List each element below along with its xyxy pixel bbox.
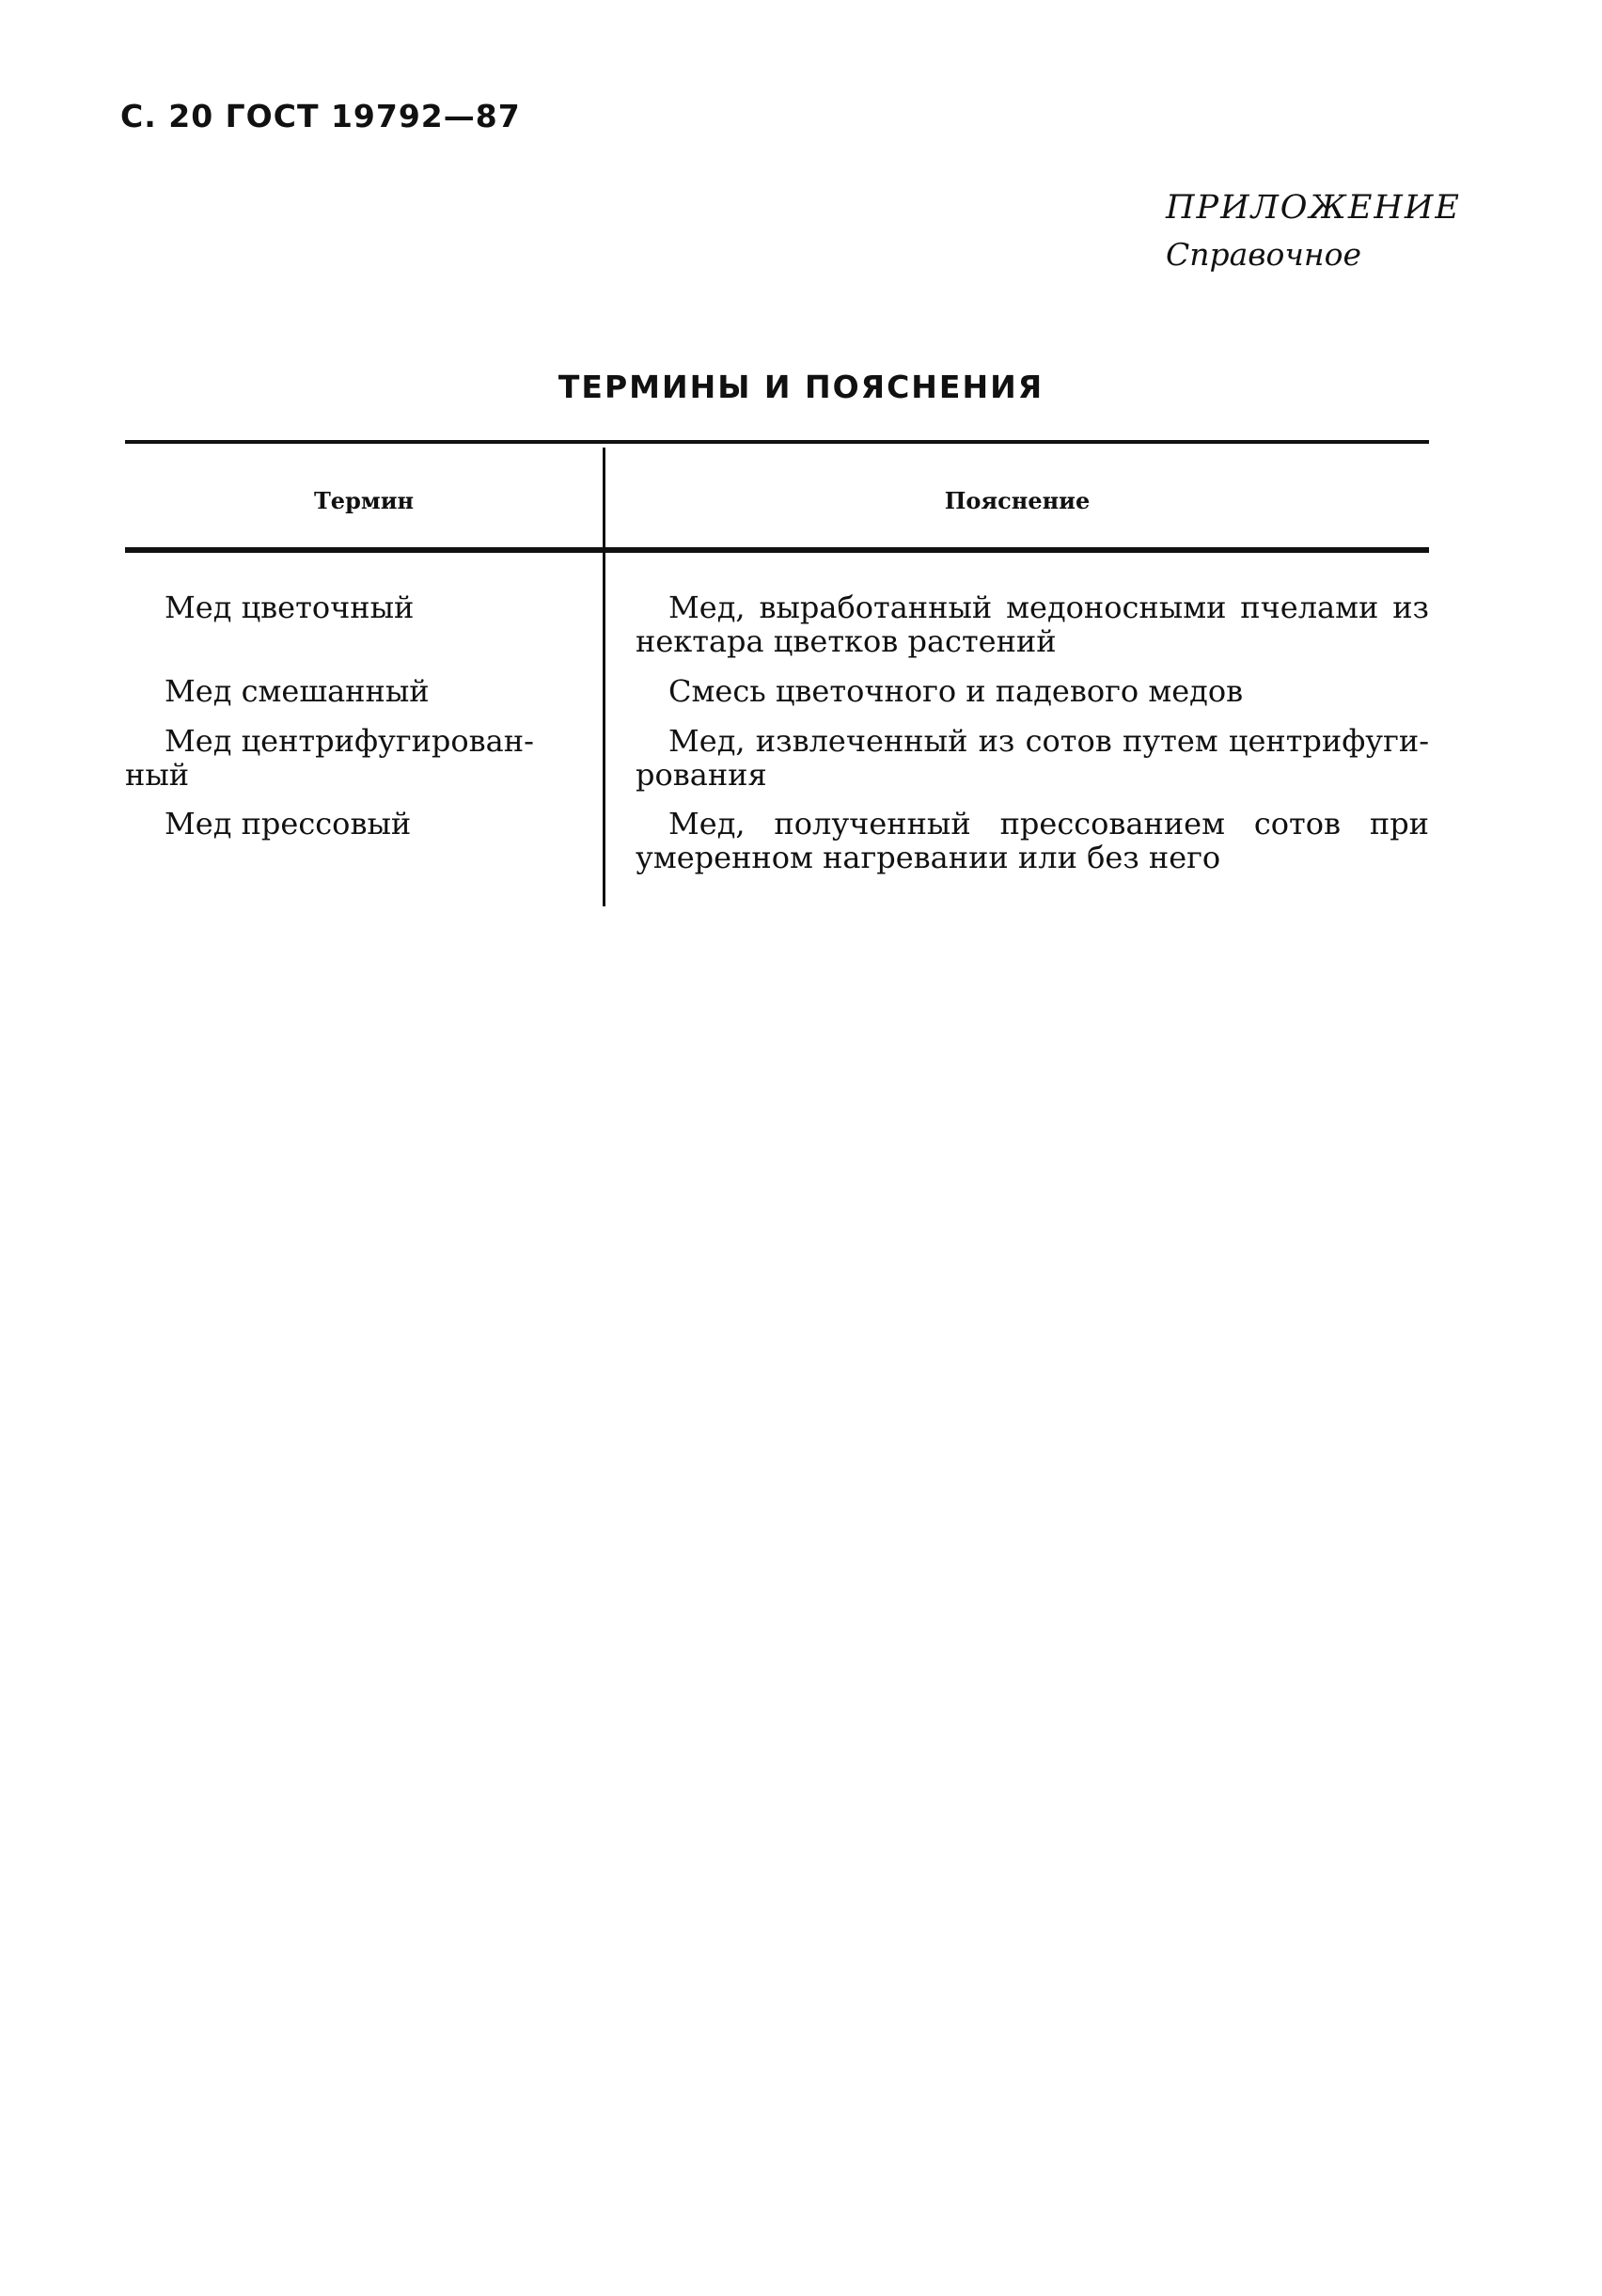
table-header-rule <box>125 547 1429 553</box>
column-header-term: Термин <box>313 487 415 514</box>
section-title: ТЕРМИНЫ И ПОЯСНЕНИЯ <box>558 369 1044 405</box>
explanation-line: Смесь цветочного и падевого медов <box>668 673 1244 709</box>
appendix-subtitle: Справочное <box>1166 236 1362 273</box>
term-text: Мед смешанный <box>165 673 430 709</box>
term-text: Мед цветочный <box>165 590 415 625</box>
explanation-cell <box>636 590 1429 658</box>
appendix-title: ПРИЛОЖЕНИЕ <box>1166 189 1461 227</box>
term-cell <box>125 723 578 793</box>
column-divider <box>603 448 605 906</box>
appendix-label <box>1166 184 1461 278</box>
table-top-rule <box>125 440 1429 444</box>
explanation-line: нектара цветков растений <box>636 623 1057 659</box>
explanation-line: рования <box>636 757 767 793</box>
term-text-continuation: ный <box>125 757 190 793</box>
page-header: С. 20 ГОСТ 19792—87 <box>120 98 521 134</box>
explanation-cell <box>636 724 1429 792</box>
term-text: Мед прессовый <box>165 806 412 841</box>
column-header-explanation: Пояснение <box>944 487 1091 514</box>
term-cell <box>165 674 578 708</box>
term-text: Мед центрифугирован- <box>165 723 534 759</box>
term-cell <box>165 807 578 841</box>
explanation-line: Мед, выработанный медоносными пчелами из <box>668 590 1429 625</box>
explanation-line: Мед, извлеченный из сотов путем центрифуги- <box>668 723 1429 759</box>
explanation-cell <box>636 807 1429 874</box>
explanation-cell <box>636 674 1429 708</box>
explanation-line: Мед, полученный прессованием сотов при <box>668 806 1429 841</box>
term-cell <box>165 590 578 624</box>
explanation-line: умеренном нагревании или без него <box>636 840 1221 875</box>
